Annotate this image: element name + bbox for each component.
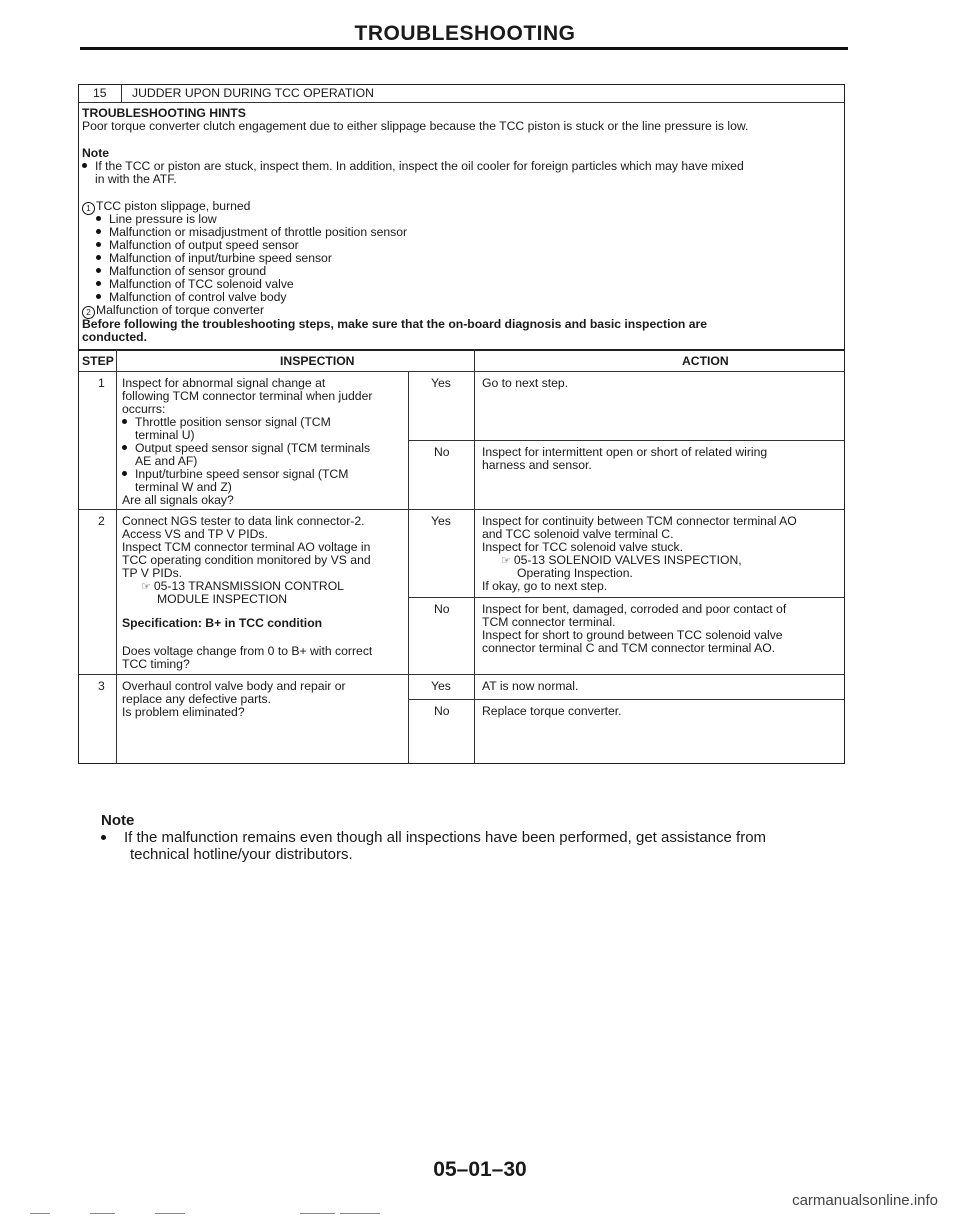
cause-2: 2 Malfunction of torque converter [82,304,264,319]
yes-no-rule [408,699,844,700]
yes-action-line: Inspect for TCC solenoid valve stuck. [482,540,683,554]
bullet-icon [122,445,127,450]
cause-item: Malfunction or misadjustment of throttle position sensor [96,226,407,239]
cause-item: Malfunction of sensor ground [96,265,266,278]
row-rule [79,509,844,510]
yes-action: Go to next step. [482,376,569,390]
title-rule [79,102,844,103]
bullet-icon [96,229,101,234]
troubleshooting-box [78,84,845,764]
step-number: 3 [98,679,105,693]
note1-heading: Note [82,146,110,160]
bottom-note [101,812,766,863]
yes-action-line: If okay, go to next step. [482,579,608,593]
step1-bullet-cont: AE and AF) [135,454,198,468]
yes-label: Yes [431,376,451,390]
step1-bullet-cont: terminal U) [135,428,195,442]
step3-line: Overhaul control valve body and repair or [122,679,346,693]
bullet-icon [96,255,101,260]
yes-action-reference[interactable]: ☞ 05-13 SOLENOID VALVES INSPECTION, [501,553,742,567]
scan-artifact [90,1213,115,1214]
step1-bullet: Input/turbine speed sensor signal (TCM [122,468,348,481]
hints-heading: TROUBLESHOOTING HINTS [82,106,246,120]
step2-line: TCC operating condition monitored by VS and [122,553,371,567]
header-inspection: INSPECTION [280,354,355,368]
header-step: STEP [82,354,114,368]
bullet-icon [101,835,106,840]
no-action-line: connector terminal C and TCM connector terminal AO. [482,641,776,655]
bullet-icon [122,471,127,476]
symptom-number: 15 [93,86,107,100]
page-number: 05–01–30 [433,1158,527,1181]
step2-line: Access VS and TP V PIDs. [122,527,268,541]
bullet-icon [122,419,127,424]
table-top-rule [79,349,844,351]
scan-artifact [30,1213,50,1214]
step1-line: Inspect for abnormal signal change at [122,376,326,390]
no-action: Replace torque converter. [482,704,622,718]
scan-artifact [300,1213,335,1214]
yes-action-line: Inspect for continuity between TCM connector terminal AO [482,514,797,528]
yes-no-rule [408,440,844,441]
header-rule [80,47,848,50]
yes-label: Yes [431,514,451,528]
bullet-icon [96,242,101,247]
step-number: 1 [98,376,105,390]
step2-question: Does voltage change from 0 to B+ with correct [122,644,373,658]
cause-1: 1 TCC piston slippage, burned [82,200,250,215]
step1-line: occurrs: [122,402,166,416]
no-action-line: Inspect for short to ground between TCC solenoid valve [482,628,783,642]
circled-number-icon: 2 [82,306,95,319]
cause-item: Malfunction of output speed sensor [96,239,299,252]
inspection-divider [408,371,409,763]
yesno-divider [474,349,475,763]
step2-line: Connect NGS tester to data link connector-2. [122,514,365,528]
circled-number-icon: 1 [82,202,95,215]
pointing-hand-icon: ☞ [141,581,151,593]
yes-action-reference-cont: Operating Inspection. [517,566,633,580]
step-divider [116,349,117,763]
step3-line: replace any defective parts. [122,692,272,706]
step2-line: TP V PIDs. [122,566,183,580]
step1-question: Are all signals okay? [122,493,234,507]
watermark: carmanualsonline.info [792,1192,938,1209]
no-action-line: Inspect for bent, damaged, corroded and poor contact of [482,602,787,616]
step2-reference[interactable]: ☞ 05-13 TRANSMISSION CONTROL [141,579,344,593]
hints-text: Poor torque converter clutch engagement due to either slippage because the TCC piston is stuck or the line pressure is low. [82,119,749,133]
no-action-line: Inspect for intermittent open or short of related wiring [482,445,768,459]
yes-label: Yes [431,679,451,693]
step1-line: following TCM connector terminal when judder [122,389,373,403]
note2-line2: technical hotline/your distributors. [130,846,353,863]
no-label: No [434,704,450,718]
yes-no-rule [408,597,844,598]
cause-item: Malfunction of input/turbine speed sensor [96,252,332,265]
note1-line2: in with the ATF. [95,172,177,186]
row-rule [79,674,844,675]
yes-action: AT is now normal. [482,679,579,693]
yes-action-line: and TCC solenoid valve terminal C. [482,527,674,541]
step2-specification: Specification: B+ in TCC condition [122,616,323,630]
no-label: No [434,445,450,459]
scan-artifact [340,1213,380,1214]
no-label: No [434,602,450,616]
before-line2: conducted. [82,330,148,344]
cause-item: Malfunction of control valve body [96,291,287,304]
note2-line1: If the malfunction remains even though all inspections have been performed, get assistance from [101,829,766,846]
pointing-hand-icon: ☞ [501,555,511,567]
page-title: TROUBLESHOOTING [354,22,576,45]
no-action-line: TCM connector terminal. [482,615,616,629]
bullet-icon [96,216,101,221]
step2-reference-cont: MODULE INSPECTION [157,592,288,606]
cause-item: Malfunction of TCC solenoid valve [96,278,294,291]
step2-line: Inspect TCM connector terminal AO voltage in [122,540,371,554]
cause-item: Line pressure is low [96,213,217,226]
bullet-icon [82,163,87,168]
note2-heading: Note [101,812,135,829]
before-line1: Before following the troubleshooting steps, make sure that the on-board diagnosis and basic inspection are [82,317,708,331]
symptom-number-divider [121,85,122,102]
bullet-icon [96,268,101,273]
step1-bullet-cont: terminal W and Z) [135,480,232,494]
step1-bullet: Output speed sensor signal (TCM terminals [122,442,370,455]
step-number: 2 [98,514,105,528]
scan-artifact [155,1213,185,1214]
header-action: ACTION [682,354,729,368]
note1-line1: If the TCC or piston are stuck, inspect them. In addition, inspect the oil cooler for foreign particles which may have mixed [82,160,744,173]
symptom-title: JUDDER UPON DURING TCC OPERATION [132,86,374,100]
step3-line: Is problem eliminated? [122,705,245,719]
step1-bullet: Throttle position sensor signal (TCM [122,416,331,429]
no-action-line: harness and sensor. [482,458,592,472]
step2-question: TCC timing? [122,657,190,671]
bullet-icon [96,281,101,286]
header-rule [79,371,844,372]
bullet-icon [96,294,101,299]
